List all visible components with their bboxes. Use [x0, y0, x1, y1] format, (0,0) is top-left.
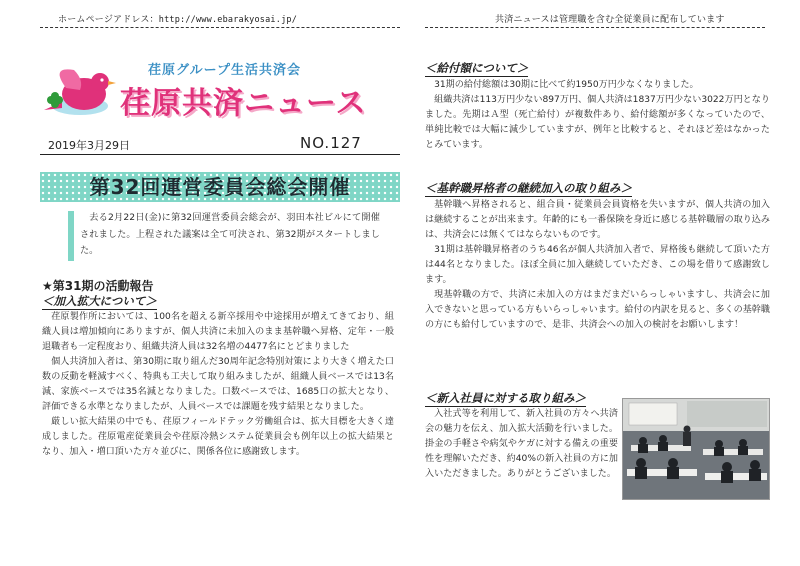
- seminar-photo-icon: [622, 398, 770, 500]
- expansion-body: [42, 310, 394, 460]
- managers-paragraph-3: 現基幹職の方で、共済に未加入の方はまだまだいらっしゃいますし、共済会に加入できないと思っている方もいらっしゃいます。給付の内訳を見ると、多くの基幹職の方にも給付していますので、是非、共済会への加入の検討をお願いします！: [425, 290, 770, 330]
- managers-body: [425, 198, 770, 333]
- managers-paragraph-2: 31期は基幹職昇格者のうち46名が個人共済加入者で、昇格後も継続して頂いた方は44名となりました。ほぼ全員に加入継続していただき、この場を借りて感謝致します。: [425, 245, 770, 285]
- new-employees-body: [425, 407, 618, 482]
- benefits-paragraph-2: 組織共済は113万円少ない897万円、個人共済は1837万円少ない3022万円となりました。先期はＡ型（死亡給付）が複数件あり、給付総額が多くなっていたので、単純比較では大幅に減少していますが、例年と比較すると、それほど差はなかったとみています。: [425, 95, 770, 150]
- intro-text: 去る2月22日(金)に第32回運営委員会総会が、羽田本社ビルにて開催されました。上程された議案は全て可決され、第32期がスタートしました。: [80, 212, 380, 256]
- intro-accent-bar: [68, 211, 74, 261]
- homepage-address: [58, 12, 297, 25]
- managers-paragraph-1: 基幹職へ昇格されると、組合員・従業員会員資格を失いますが、個人共済の加入は継続することが出来ます。年齢的にも一番保険を身近に感じる基幹職層の取り込みは、共済会には無くてはならないものです。: [425, 200, 770, 240]
- group-name: 荏原グループ生活共済会: [148, 63, 301, 78]
- new-employees-paragraph-1: 入社式等を利用して、新入社員の方々へ共済会の魅力を伝え、加入拡大活動を行いました。掛金の手軽さや病気やケガに対する備えの重要性を理解いただき、約40%の新入社員の方に加入いただきました。ありがとうございました。: [425, 409, 618, 479]
- homepage-url[interactable]: http://www.ebarakyosai.jp/: [158, 15, 298, 25]
- benefits-heading: ＜給付額について＞: [425, 61, 529, 75]
- bird-clover-logo-icon: [40, 62, 118, 124]
- benefits-body: [425, 78, 770, 153]
- benefits-paragraph-1: 31期の給付総額は30期に比べて約1950万円少なくなりました。: [434, 80, 699, 90]
- expansion-paragraph-3: 厳しい拡大結果の中でも、荏原フィールドテック労働組合は、拡大目標を大きく達成しました。荏原電産従業員会や荏原冷熱システム従業員会も例年以上の拡大結果となり、加入・増口頂いた方々並びに、関係各位に感謝致します。: [42, 417, 394, 457]
- homepage-label: ホームページアドレス：: [58, 15, 159, 25]
- issue-number: NO.127: [300, 134, 362, 152]
- newsletter-title: 荏原共済ニュース: [120, 86, 367, 121]
- new-employees-heading: ＜新入社員に対する取り組み＞: [425, 391, 586, 405]
- report-heading: ★第31期の活動報告: [42, 279, 154, 293]
- issue-date: 2019年3月29日: [48, 139, 130, 152]
- header-divider-right: [425, 27, 765, 28]
- header-divider-left: [40, 27, 400, 28]
- meeting-banner: [40, 172, 400, 202]
- distribution-note: 共済ニュースは管理職を含む全従業員に配布しています: [495, 15, 725, 25]
- expansion-heading: ＜加入拡大について＞: [42, 294, 157, 308]
- banner-text: 第32回運営委員会総会開催: [89, 175, 351, 199]
- masthead-rule: [40, 154, 400, 155]
- expansion-paragraph-2: 個人共済加入者は、第30期に取り組んだ30周年記念特別対策により大きく増えた口数の反動を軽減すべく、特典も工夫して取り組みましたが、組織人員ベースでは13名減、家族ベースでは35名減となりました。口数ベースでは、1685口の拡大となり、評価できる水準となりましたが、人員ベースでは課題を残す結果となりました。: [42, 357, 394, 412]
- managers-heading: ＜基幹職昇格者の継続加入の取り組み＞: [425, 181, 632, 195]
- expansion-paragraph-1: 荏原製作所においては、100名を超える新卒採用や中途採用が増えてきており、組織人員は増加傾向にありますが、個人共済に未加入のまま基幹職へ昇格、定年・一般退職者も一定程度おり、組織共済人員は32名増の4477名にとどまりました: [42, 312, 394, 352]
